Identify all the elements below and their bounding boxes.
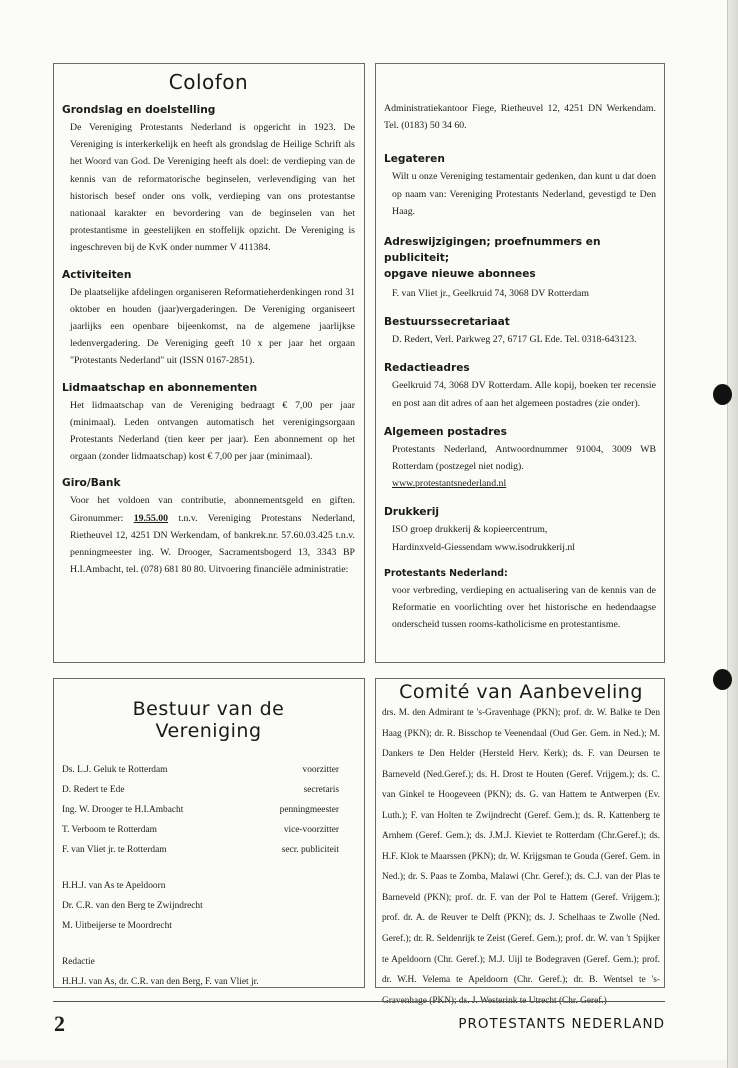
legateren-heading: Legateren xyxy=(384,153,445,166)
bestuur-title: Bestuur van de Vereniging xyxy=(132,698,285,742)
member-role: penningmeester xyxy=(279,805,339,815)
bestuur-other-member: H.H.J. van As te Apeldoorn xyxy=(62,881,166,891)
drukkerij-line1: ISO groep drukkerij & kopieercentrum, xyxy=(392,524,548,536)
giro-heading: Giro/Bank xyxy=(62,477,121,490)
adreswijzigingen-text: F. van Vliet jr., Geelkruid 74, 3068 DV Rotterdam xyxy=(392,288,589,300)
gironummer: 19.55.00 xyxy=(133,512,168,524)
postadres-heading: Algemeen postadres xyxy=(384,425,507,438)
website-link[interactable]: www.protestantsnederland.nl xyxy=(392,478,507,490)
bestuur-member-row xyxy=(62,840,339,860)
postadres-address: Protestants Nederland, Antwoordnummer 91004, 3009 WB Rotterdam (postzegel niet nodig). xyxy=(392,443,656,473)
giro-text-before: Voor het voldoen van contributie, abonnementsgeld en giften. Gironummer: xyxy=(70,495,355,524)
drukkerij-text xyxy=(384,521,656,555)
redactie-block xyxy=(62,952,339,992)
member-role: secr. publiciteit xyxy=(281,845,339,855)
giro-text-after: t.n.v. Vereniging Protestans Nederland, Rietheuvel 12, 4251 DN Werkendam, of bankrek.nr. 57.60.03.425 t.n.v. penningmeester ing. W. Drooger, Sacramentsbogerd 13, 3343 BP H.I.Ambacht, tel. (078) 681 80 80. Uitvoering financiële administratie: xyxy=(70,512,356,576)
bestuur-members-list xyxy=(62,760,339,860)
pn-text: voor verbreding, verdieping en actualisering van de kennis van de Reformatie en voorlichting over het historische en hedendaagse onderscheid tussen rooms-katholicisme en protestantisme. xyxy=(392,584,656,631)
member-name: Ds. L.J. Geluk te Rotterdam xyxy=(62,765,168,775)
bestuur-other-member: Dr. C.R. van den Berg te Zwijndrecht xyxy=(62,901,203,911)
bestuur-other-member: M. Uitbeijerse te Moordrecht xyxy=(62,921,172,931)
page-edge-line xyxy=(727,0,728,1068)
binder-hole-top-icon xyxy=(713,384,732,405)
pn-heading: Protestants Nederland: xyxy=(384,567,508,579)
colofon-box xyxy=(53,63,365,663)
grondslag-heading: Grondslag en doelstelling xyxy=(62,104,216,116)
admin-text: Administratiekantoor Fiege, Rietheuvel 12, 4251 DN Werkendam. Tel. (0183) 50 34 60. xyxy=(384,103,656,132)
bestuur-member-row xyxy=(62,760,339,780)
giro-text xyxy=(62,492,355,578)
member-name: F. van Vliet jr. te Rotterdam xyxy=(62,845,167,855)
lidmaatschap-text: Het lidmaatschap van de Vereniging bedraagt € 7,00 per jaar (minimaal). Leden ontvangen automatisch het verenigingsorgaan Protestants Nederland (tien keer per jaar). Een abonnement op het orgaan (zonder lidmaatschap) kost € 7,00 per jaar (minimaal). xyxy=(70,399,355,463)
page-edge-shadow xyxy=(728,0,738,1068)
adreswijzigingen-heading-line1: Adreswijzigingen; proefnummers en publiciteit; xyxy=(384,236,601,265)
binder-hole-bottom-icon xyxy=(713,669,732,690)
lidmaatschap-heading: Lidmaatschap en abonnementen xyxy=(62,381,258,394)
postadres-text xyxy=(384,441,656,493)
bestuur-member-row xyxy=(62,820,339,840)
drukkerij-line2: Hardinxveld-Giessendam www.isodrukkerij.nl xyxy=(392,541,576,553)
drukkerij-heading: Drukkerij xyxy=(384,506,440,519)
adreswijzigingen-heading xyxy=(384,234,656,282)
member-name: Ing. W. Drooger te H.I.Ambacht xyxy=(62,805,184,815)
member-name: T. Verboom te Rotterdam xyxy=(62,825,157,835)
adreswijzigingen-heading-line2: opgave nieuwe abonnees xyxy=(384,268,536,281)
comite-box xyxy=(375,678,665,988)
redactie-label: Redactie xyxy=(62,957,95,967)
redactieadres-heading: Redactieadres xyxy=(384,362,470,375)
bestuurssecretariaat-text: D. Redert, Verl. Parkweg 27, 6717 GL Ede. Tel. 0318-643123. xyxy=(392,334,637,346)
footer-rule xyxy=(53,1001,665,1002)
bestuur-box xyxy=(53,678,365,988)
bestuur-others-list xyxy=(62,876,339,936)
legateren-text: Wilt u onze Vereniging testamentair gedenken, dan kunt u dat doen op naam van: Vereniging Protestants Nederland, gevestigd te Den Haag. xyxy=(392,171,656,217)
comite-title: Comité van Aanbeveling xyxy=(399,681,643,703)
right-info-box xyxy=(375,63,665,663)
comite-text: drs. M. den Admirant te 's-Gravenhage (PKN); prof. dr. W. Balke te Den Haag (PKN); dr. R. Bisschop te Veenendaal (Oud Ger. Gem. in Ned.); M. Dankers te Den Helder (Hersteld Herv. Kerk); ds. F. van Deursen te Barneveld (Ned.Geref.); ds. H. Drost te Houten (Geref. Vrijgem.); ds. C. van Ginkel te Hoogeveen (PKN); ds. G. van Hattem te Antwerpen (Ev. Luth.); F. van Holten te Zwijndrecht (Geref. Gem.); ds. R. Kattenberg te Arnhem (Geref. Gem.); ds. J.M.J. Kieviet te Rotterdam (Chr.Geref.); ds. H.F. Klok te Maarssen (PKN); dr. W. Krijgsman te Gouda (Geref. Gem. in Ned.); dr. S. Paas te Zomba, Malawi (Chr. Geref.); ds. C.J. van der Plas te Barneveld (PKN); prof. dr. F. van der Pol te Hattem (Geref. Vrijgem.); prof. dr. A. de Reuver te Delft (PKN); ds. J. Schelhaas te Zwolle (Ned. Geref.); dr. R. Seldenrijk te Zeist (Geref. Gem.); prof. dr. W. van 't Spijker te Apeldoorn (Chr. Geref.); M.J. Uijl te Bodegraven (Geref. Gem.); prof. dr. W.H. Velema te Apeldoorn (Chr. Geref.); dr. B. Wentsel te 's- xyxy=(382,708,660,986)
member-role: voorzitter xyxy=(302,765,339,775)
bestuur-member-row xyxy=(62,800,339,820)
activiteiten-text: De plaatselijke afdelingen organiseren Reformatieherdenkingen rond 31 oktober en houden (jaar)vergaderingen. De Vereniging organiseert jaarlijks een openbare bijeenkomst, na de algemene jaarlijkse ledenvergadering. De Vereniging geeft 10 x per jaar het orgaan "Protestants Nederland" uit (ISSN 0167-2851). xyxy=(70,286,355,367)
grondslag-text: De Vereniging Protestants Nederland is opgericht in 1923. De Vereniging is interkerkelijk en heeft als grondslag de Heilige Schrift als het Woord van God. De Vereniging heeft als doel: de verdieping van de kennis van de reformatorische beginselen, verlevendiging van het historisch besef onder ons volk, verdieping van ons protestantse nationaal karakter en bevordering van de beginselen van het protestantisme in geestelijken en stoffelijk opzicht. De Vereniging is ingeschreven bij de KvK onder nummer V 411384. xyxy=(70,122,355,254)
member-name: D. Redert te Ede xyxy=(62,785,125,795)
member-role: vice-voorzitter xyxy=(283,825,339,835)
page-number: 2 xyxy=(54,1011,65,1036)
redactieadres-text: Geelkruid 74, 3068 DV Rotterdam. Alle kopij, boeken ter recensie en post aan dit adres of aan het algemeen postadres (zie onder). xyxy=(392,380,656,409)
redactie-names: H.H.J. van As, dr. C.R. van den Berg, F. van Vliet jr. xyxy=(62,977,259,987)
publication-title: PROTESTANTS NEDERLAND xyxy=(458,1016,665,1032)
bestuurssecretariaat-heading: Bestuurssecretariaat xyxy=(384,316,510,329)
activiteiten-heading: Activiteiten xyxy=(62,268,132,281)
bestuur-member-row xyxy=(62,780,339,800)
member-role: secretaris xyxy=(303,785,339,795)
colofon-title: Colofon xyxy=(168,70,249,94)
